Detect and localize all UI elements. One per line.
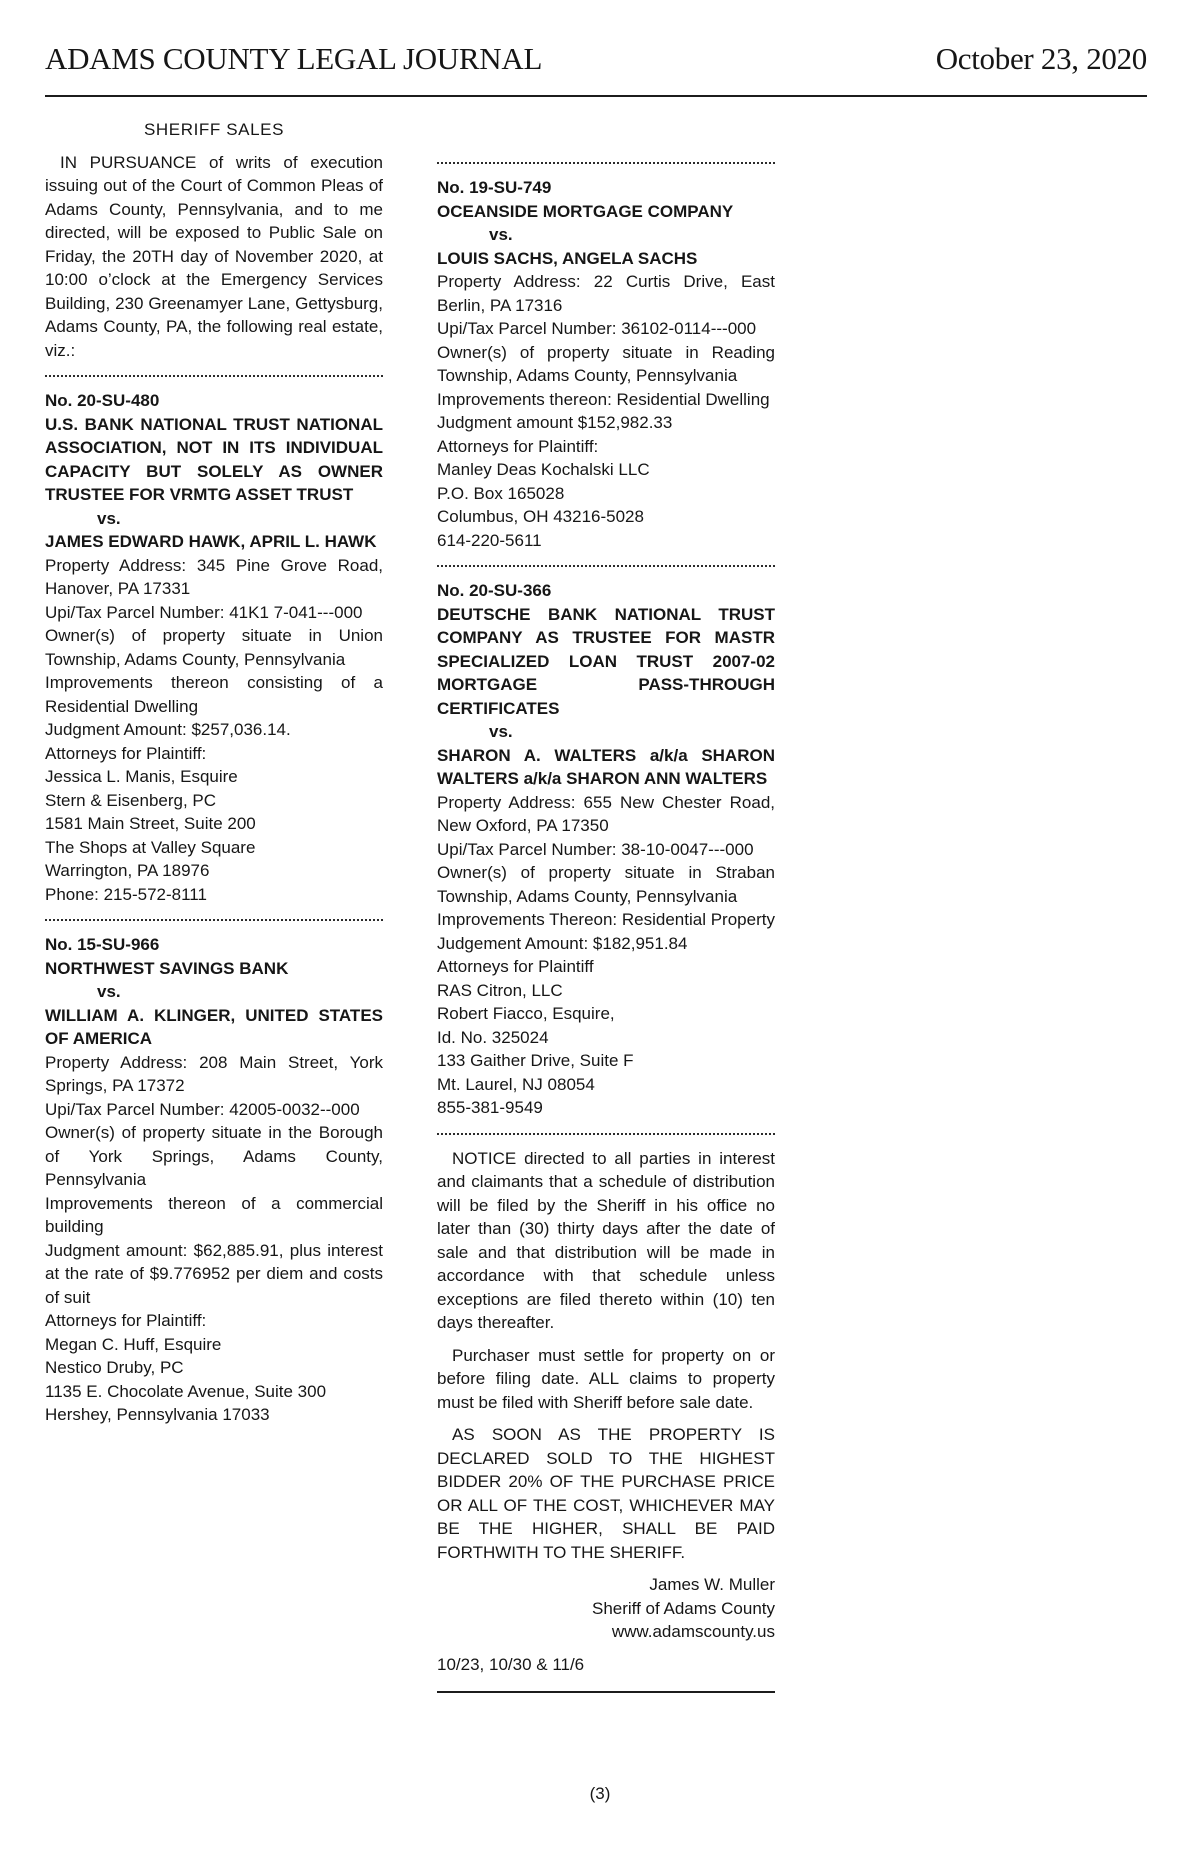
defendant-name: LOUIS SACHS, ANGELA SACHS [437,248,698,268]
signature-title: Sheriff of Adams County [591,1598,775,1618]
notice-detail-line: Phone: 215-572-8111 [45,884,207,904]
page-number: (3) [589,1784,611,1803]
defendant-name: JAMES EDWARD HAWK, APRIL L. HAWK [45,532,377,551]
notice-detail-line: Owner(s) of property situate in the Borough of York Springs, Adams County, Pennsylvania [45,1123,383,1189]
plaintiff-name: NORTHWEST SAVINGS BANK [45,958,289,978]
notice-detail-line: Mt. Laurel, NJ 08054 [437,1074,595,1094]
footer-rule [437,1691,775,1693]
notice-detail-line: RAS Citron, LLC [437,980,563,1000]
closing-paragraph: NOTICE directed to all parties in interest and claimants that a schedule of distribution will be filed by the Sheriff in his office no later than (30) thirty days after the date of sale and that distribution will be made in accordance with that schedule unless exceptions are filed thereto within (10) ten days thereafter. [437,1148,775,1332]
notice-detail-line: Upi/Tax Parcel Number: 38-10-0047---000 [437,839,754,859]
notice-detail-line: Improvements Thereon: Residential Property [437,910,775,929]
dotted-separator [45,919,383,921]
notice-detail-line: 855-381-9549 [437,1098,543,1117]
column-right [437,118,775,1693]
notice-detail-line: Upi/Tax Parcel Number: 36102-0114---000 [437,319,757,338]
case-number: No. 19-SU-749 [437,178,552,197]
case-number: No. 20-SU-480 [45,391,160,410]
notice-detail-line: Manley Deas Kochalski LLC [437,460,650,479]
dotted-separator [45,375,383,377]
notice-detail-line: Upi/Tax Parcel Number: 41K1 7-041---000 [45,602,363,622]
dotted-separator [437,1133,775,1135]
notice-detail-line: Nestico Druby, PC [45,1358,184,1377]
notice-detail-line: Property Address: 345 Pine Grove Road, Hanover, PA 17331 [45,555,383,598]
notice-detail-line: 1135 E. Chocolate Avenue, Suite 300 [45,1381,327,1401]
dotted-separator [437,565,775,567]
notice-detail-line: Robert Fiacco, Esquire, [437,1004,615,1023]
notice-details [437,791,775,1120]
notice-detail-line: Megan C. Huff, Esquire [45,1334,222,1354]
notice-detail-line: Property Address: 655 New Chester Road, New Oxford, PA 17350 [437,792,775,835]
notice-detail-line: Judgement Amount: $182,951.84 [437,933,688,953]
defendant-name: WILLIAM A. KLINGER, UNITED STATES OF AMERICA [45,1005,383,1048]
notice-detail-line: Owner(s) of property situate in Straban Township, Adams County, Pennsylvania [437,863,775,906]
issue-date: October 23, 2020 [935,41,1147,76]
plaintiff-name: U.S. BANK NATIONAL TRUST NATIONAL ASSOCIATION, NOT IN ITS INDIVIDUAL CAPACITY BUT SOLELY AS OWNER TRUSTEE FOR VRMTG ASSET TRUST [45,414,383,504]
vs-label: vs. [489,722,513,741]
journal-title: ADAMS COUNTY LEGAL JOURNAL [45,41,543,76]
vs-label: vs. [489,225,513,244]
notice-detail-line: The Shops at Valley Square [45,837,256,857]
notice-20-su-366 [437,579,775,1120]
notice-detail-line: Upi/Tax Parcel Number: 42005-0032--000 [45,1099,360,1119]
notice-detail-line: Property Address: 22 Curtis Drive, East Berlin, PA 17316 [437,272,775,315]
closing-paragraphs [437,1147,775,1565]
notice-details [45,554,383,907]
notice-detail-line: 133 Gaither Drive, Suite F [437,1051,634,1070]
notice-19-su-749 [437,176,775,552]
notice-detail-line: P.O. Box 165028 [437,483,565,503]
notice-detail-line: Jessica L. Manis, Esquire [45,767,238,786]
dotted-separator [437,162,775,164]
notice-detail-line: Attorneys for Plaintiff: [437,436,599,456]
header-rule [45,95,1147,97]
plaintiff-name: DEUTSCHE BANK NATIONAL TRUST COMPANY AS TRUSTEE FOR MASTR SPECIALIZED LOAN TRUST 2007-02 MORTGAGE PASS-THROUGH CERTIFICATES [437,604,775,718]
notice-detail-line: 1581 Main Street, Suite 200 [45,814,256,833]
vs-label: vs. [97,508,121,528]
intro-paragraph: IN PURSUANCE of writs of execution issuing out of the Court of Common Pleas of Adams County, Pennsylvania, and to me directed, will be exposed to Public Sale on Friday, the 20TH day of November 2020, at 10:00 o’clock at the Emergency Services Building, 230 Greenamyer Lane, Gettysburg, Adams County, PA, the following real estate, viz.: [45,152,383,360]
signature-name: James W. Muller [649,1575,775,1594]
notice-detail-line: Attorneys for Plaintiff: [45,1311,207,1330]
notice-detail-line: Judgment amount $152,982.33 [437,413,673,432]
plaintiff-name: OCEANSIDE MORTGAGE COMPANY [437,201,734,221]
column-left [45,118,383,1693]
notice-detail-line: Stern & Eisenberg, PC [45,790,217,810]
notice-detail-line: Id. No. 325024 [437,1027,549,1047]
defendant-name: SHARON A. WALTERS a/k/a SHARON WALTERS a/k/a SHARON ANN WALTERS [437,745,775,788]
notice-detail-line: Owner(s) of property situate in Union Township, Adams County, Pennsylvania [45,626,383,669]
notice-details [45,1051,383,1427]
notice-detail-line: Improvements thereon consisting of a Residential Dwelling [45,673,383,716]
closing-paragraph: Purchaser must settle for property on or before filing date. ALL claims to property must be filed with Sheriff before sale date. [437,1345,775,1412]
notice-detail-line: Owner(s) of property situate in Reading Township, Adams County, Pennsylvania [437,342,775,385]
page-header [45,41,1147,76]
notice-detail-line: Judgment Amount: $257,036.14. [45,720,291,739]
vs-label: vs. [97,982,121,1001]
case-number: No. 20-SU-366 [437,581,552,600]
notice-detail-line: Improvements thereon of a commercial building [45,1193,383,1236]
notice-detail-line: Hershey, Pennsylvania 17033 [45,1405,270,1424]
case-number: No. 15-SU-966 [45,935,160,954]
publication-dates: 10/23, 10/30 & 11/6 [437,1654,585,1674]
notice-detail-line: Columbus, OH 43216-5028 [437,507,644,526]
notice-detail-line: Attorneys for Plaintiff: [45,743,207,763]
signature-block [437,1573,775,1644]
notice-20-su-480 [45,389,383,906]
closing-paragraph: AS SOON AS THE PROPERTY IS DECLARED SOLD TO THE HIGHEST BIDDER 20% OF THE PURCHASE PRICE OR ALL OF THE COST, WHICHEVER MAY BE THE HIGHER, SHALL BE PAID FORTHWITH TO THE SHERIFF. [437,1425,775,1562]
notice-15-su-966 [45,933,383,1427]
content-columns [45,118,775,1693]
signature-website: www.adamscounty.us [611,1622,775,1641]
notice-detail-line: Attorneys for Plaintiff [437,957,594,976]
notice-detail-line: Judgment amount: $62,885.91, plus interest at the rate of $9.776952 per diem and costs of suit [45,1240,383,1307]
notice-detail-line: Improvements thereon: Residential Dwelling [437,389,770,409]
section-title: SHERIFF SALES [143,120,285,139]
notice-detail-line: Property Address: 208 Main Street, York Springs, PA 17372 [45,1052,383,1095]
notice-detail-line: Warrington, PA 18976 [45,861,210,880]
notice-details [437,270,775,552]
notice-detail-line: 614-220-5611 [437,530,542,550]
